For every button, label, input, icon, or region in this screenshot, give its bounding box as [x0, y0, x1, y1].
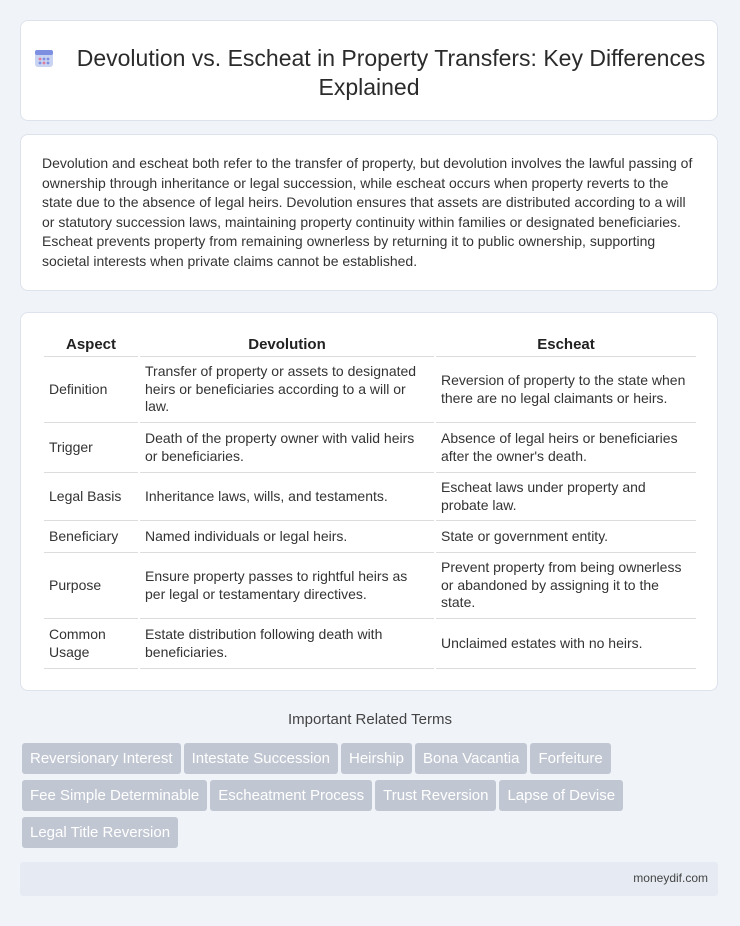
- table-header-row: [44, 333, 696, 357]
- footer-site[interactable]: moneydif.com: [633, 871, 708, 885]
- row-escheat: State or government entity.: [436, 521, 696, 553]
- page-title-text: Devolution vs. Escheat in Property Transfers: Key Differences Explained: [76, 45, 706, 100]
- page-title: [21, 44, 717, 102]
- calendar-icon: [33, 47, 55, 69]
- row-aspect: Beneficiary: [44, 521, 138, 553]
- row-devolution: Transfer of property or assets to designated heirs or beneficiaries according to a will or law.: [140, 357, 434, 423]
- comparison-table-card: [20, 312, 718, 691]
- tag-fee-simple-determinable[interactable]: Fee Simple Determinable: [22, 780, 207, 811]
- row-escheat: Absence of legal heirs or beneficiaries after the owner's death.: [436, 423, 696, 473]
- related-terms-heading: Important Related Terms: [288, 711, 452, 728]
- header-devolution: Devolution: [140, 333, 434, 357]
- header-aspect: Aspect: [44, 333, 138, 357]
- tag-forfeiture[interactable]: Forfeiture: [530, 743, 610, 774]
- row-devolution: Death of the property owner with valid heirs or beneficiaries.: [140, 423, 434, 473]
- footer: [20, 862, 718, 896]
- table-row: [44, 357, 696, 423]
- row-escheat: Reversion of property to the state when there are no legal claimants or heirs.: [436, 357, 696, 423]
- tag-intestate-succession[interactable]: Intestate Succession: [184, 743, 338, 774]
- tag-reversionary-interest[interactable]: Reversionary Interest: [22, 743, 181, 774]
- row-escheat: Prevent property from being ownerless or abandoned by assigning it to the state.: [436, 553, 696, 619]
- table-row: [44, 521, 696, 553]
- row-aspect: Legal Basis: [44, 473, 138, 521]
- comparison-table: [42, 333, 698, 669]
- tag-trust-reversion[interactable]: Trust Reversion: [375, 780, 496, 811]
- tag-legal-title-reversion[interactable]: Legal Title Reversion: [22, 817, 178, 848]
- row-escheat: Escheat laws under property and probate law.: [436, 473, 696, 521]
- row-aspect: Definition: [44, 357, 138, 423]
- title-card: [20, 20, 718, 121]
- row-devolution: Inheritance laws, wills, and testaments.: [140, 473, 434, 521]
- row-devolution: Named individuals or legal heirs.: [140, 521, 434, 553]
- row-aspect: Trigger: [44, 423, 138, 473]
- tag-bona-vacantia[interactable]: Bona Vacantia: [415, 743, 527, 774]
- table-row: [44, 553, 696, 619]
- tag-heirship[interactable]: Heirship: [341, 743, 412, 774]
- row-aspect: Purpose: [44, 553, 138, 619]
- row-devolution: Ensure property passes to rightful heirs as per legal or testamentary directives.: [140, 553, 434, 619]
- row-escheat: Unclaimed estates with no heirs.: [436, 619, 696, 669]
- table-row: [44, 473, 696, 521]
- table-row: [44, 619, 696, 669]
- related-terms-tags: [22, 743, 682, 854]
- row-devolution: Estate distribution following death with beneficiaries.: [140, 619, 434, 669]
- tag-lapse-of-devise[interactable]: Lapse of Devise: [499, 780, 623, 811]
- summary-text: Devolution and escheat both refer to the transfer of property, but devolution involves the lawful passing of ownership through inheritance or legal succession, while escheat occurs when property reverts to the state due to the absence of legal heirs. Devolution ensures that assets are distributed according to a will or statutory succession laws, maintaining property continuity within families or designated beneficiaries. Escheat prevents property from remaining ownerless by returning it to public ownership, supporting societal interests when private claims cannot be established.: [42, 155, 693, 269]
- tag-escheatment-process[interactable]: Escheatment Process: [210, 780, 372, 811]
- summary-card: [20, 134, 718, 291]
- table-row: [44, 423, 696, 473]
- row-aspect: Common Usage: [44, 619, 138, 669]
- header-escheat: Escheat: [436, 333, 696, 357]
